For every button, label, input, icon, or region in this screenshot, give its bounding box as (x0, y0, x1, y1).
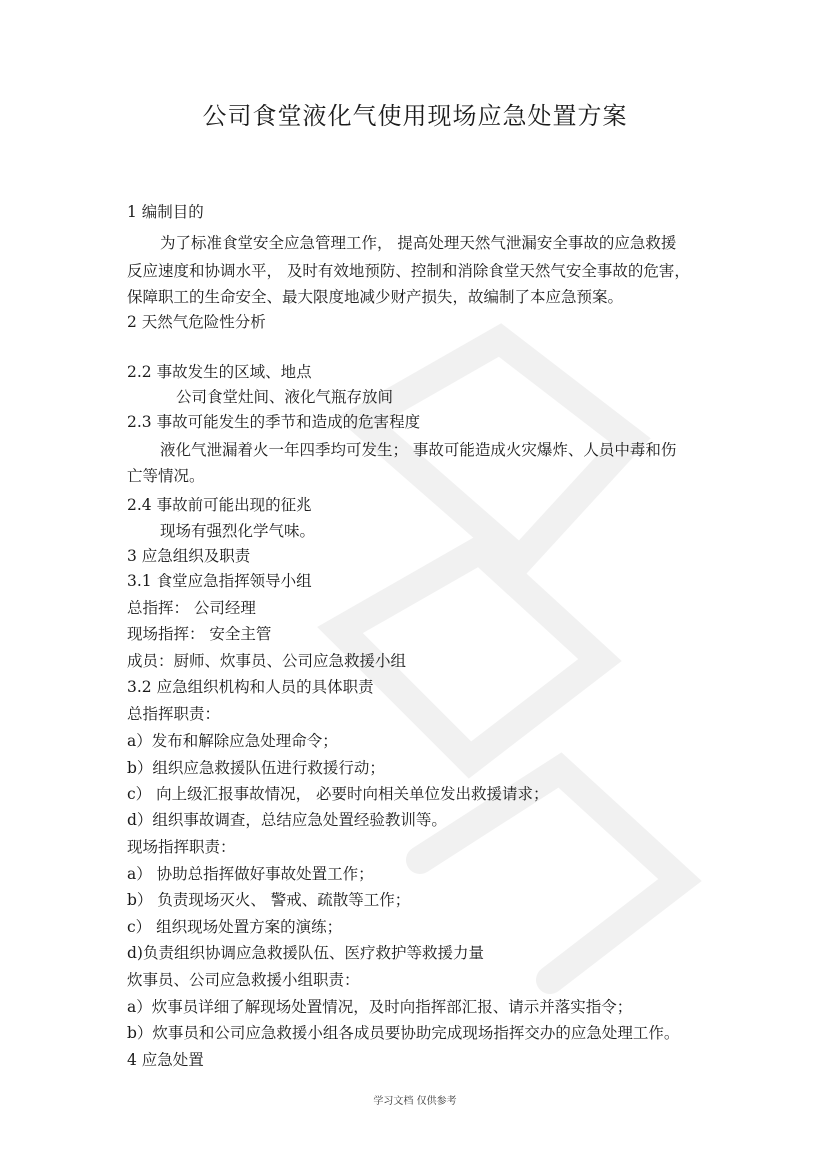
duty-heading: 炊事员、公司应急救援小组职责： (127, 971, 360, 989)
list-item: b） 负责现场灭火、 警戒、疏散等工作； (127, 891, 411, 909)
section-heading: 3 应急组织及职责 (127, 547, 251, 565)
section-heading: 4 应急处置 (127, 1051, 204, 1069)
subsection-heading: 2.3 事故可能发生的季节和造成的危害程度 (127, 413, 421, 431)
list-item: a）炊事员详细了解现场处置情况，及时向指挥部汇报、请示并落实指令； (127, 998, 633, 1016)
subsection-heading: 3.1 食堂应急指挥领导小组 (127, 572, 312, 590)
subsection-heading: 2.2 事故发生的区域、地点 (127, 363, 312, 381)
page-footer: 学习文档 仅供参考 (373, 1096, 457, 1107)
list-item: c） 向上级汇报事故情况， 必要时向相关单位发出救援请求； (127, 785, 549, 803)
list-item: d)负责组织协调应急救援队伍、医疗救护等救援力量 (127, 944, 484, 962)
section-heading: 2 天然气危险性分析 (127, 313, 266, 331)
list-item: b）组织应急救援队伍进行救援行动； (127, 759, 385, 777)
paragraph-line: 亡等情况。 (127, 467, 205, 485)
list-item: a）发布和解除应急处理命令； (127, 732, 338, 750)
list-item: c） 组织现场处置方案的演练； (127, 918, 343, 936)
paragraph-line: 为了标准食堂安全应急管理工作， 提高处理天然气泄漏安全事故的应急救援 (160, 234, 677, 252)
role-line: 现场指挥： 安全主管 (127, 625, 272, 643)
paragraph-line: 液化气泄漏着火一年四季均可发生； 事故可能造成火灾爆炸、人员中毒和伤 (160, 441, 677, 459)
list-item: a） 协助总指挥做好事故处置工作； (127, 865, 374, 883)
list-item: b）炊事员和公司应急救援小组各成员要协助完成现场指挥交办的应急处理工作。 (127, 1024, 680, 1042)
document-title: 公司食堂液化气使用现场应急处置方案 (202, 102, 628, 130)
role-line: 成员：厨师、炊事员、公司应急救援小组 (127, 652, 407, 670)
paragraph-line: 公司食堂灶间、液化气瓶存放间 (176, 388, 394, 406)
paragraph-line: 保障职工的生命安全、最大限度地减少财产损失，故编制了本应急预案。 (127, 288, 624, 306)
duty-heading: 现场指挥职责： (127, 838, 236, 856)
role-line: 总指挥： 公司经理 (127, 599, 256, 617)
paragraph-line: 现场有强烈化学气味。 (160, 522, 316, 540)
paragraph-line: 反应速度和协调水平， 及时有效地预防、控制和消除食堂天然气安全事故的危害， (127, 262, 690, 280)
list-item: d）组织事故调查，总结应急处置经验教训等。 (127, 811, 447, 829)
duty-heading: 总指挥职责： (127, 705, 221, 723)
subsection-heading: 2.4 事故前可能出现的征兆 (127, 496, 312, 514)
section-heading: 1 编制目的 (127, 203, 204, 221)
subsection-heading: 3.2 应急组织机构和人员的具体职责 (127, 678, 374, 696)
